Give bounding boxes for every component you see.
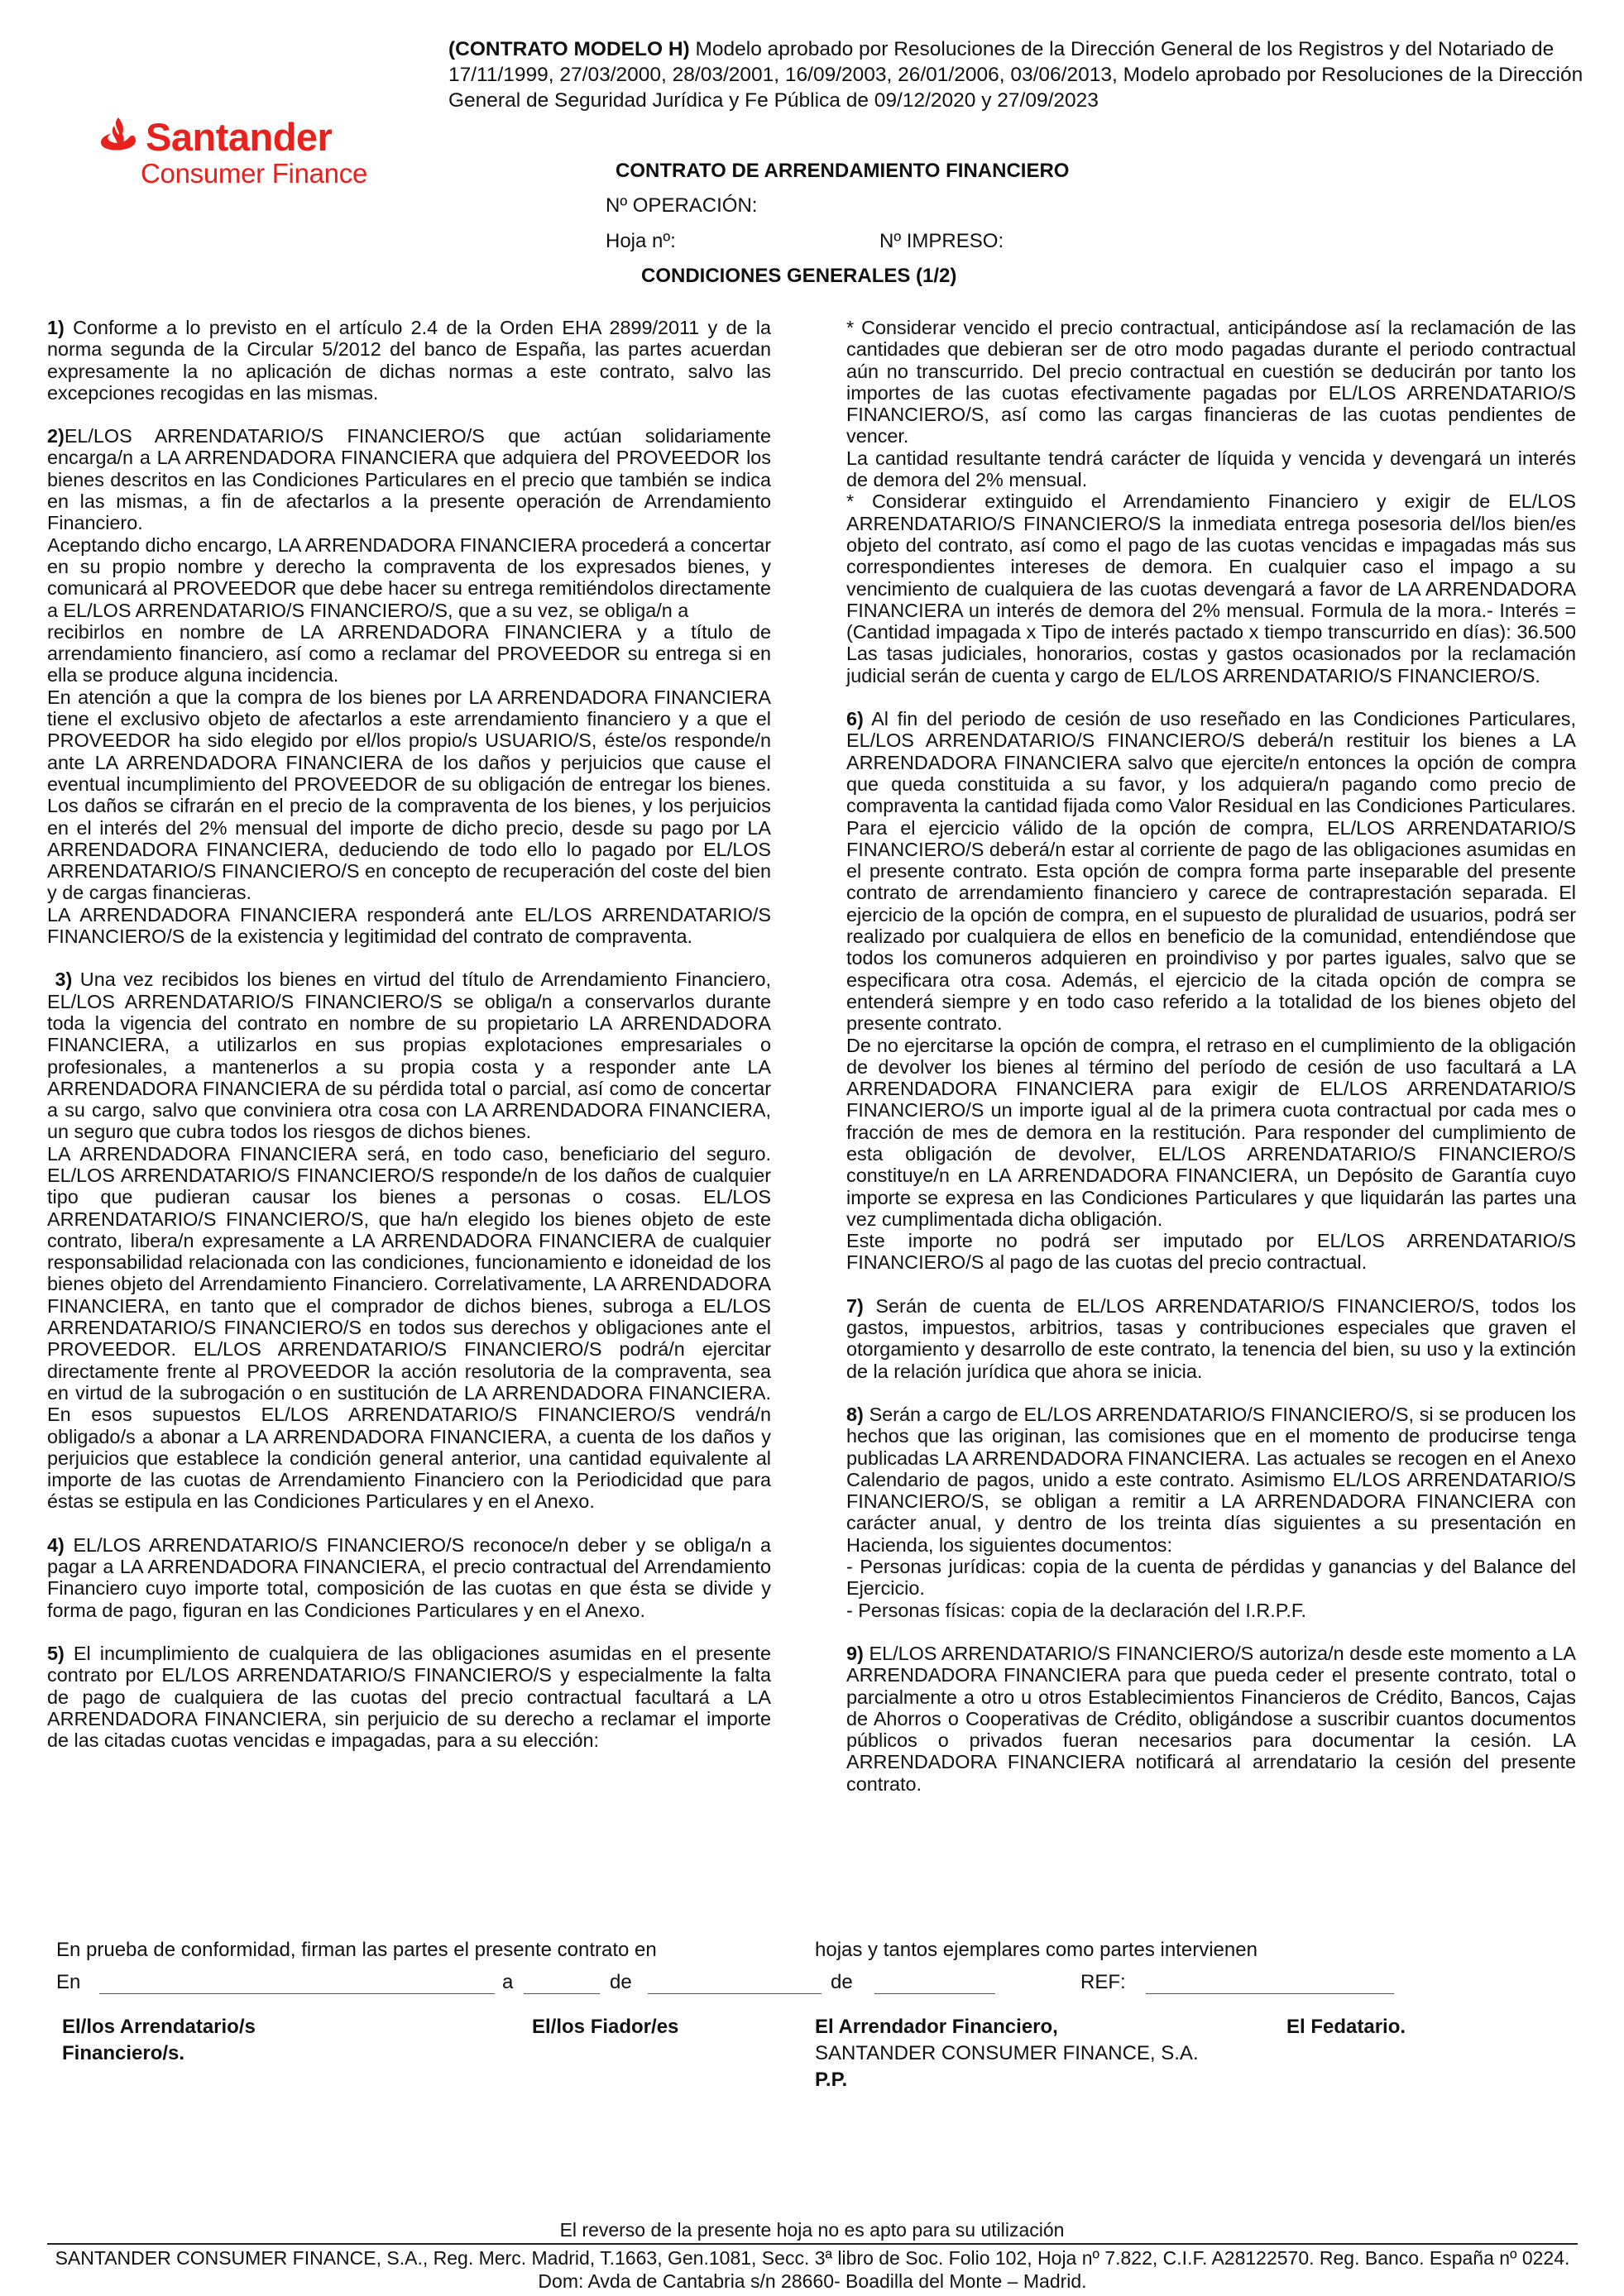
lessor-pp: P.P.: [815, 2069, 848, 2091]
clause-2: [47, 425, 771, 533]
company-registry-footer: SANTANDER CONSUMER FINANCE, S.A., Reg. Merc. Madrid, T.1663, Gen.1081, Secc. 3ª libro de Soc. Folio 102, Hoja nº 7.822, C.I.F. A28122570. Reg. Banco. España nº 0224. Dom: Avda de Cantabria s/n 28660- Boadilla del Monte – Madrid.: [55, 2247, 1570, 2292]
print-number-label: Nº IMPRESO:: [879, 230, 1004, 252]
notary-label: El Fedatario.: [1286, 2016, 1406, 2038]
ref-field[interactable]: [1146, 1993, 1394, 1994]
clause-number: 2): [47, 425, 65, 447]
flame-icon: [98, 116, 139, 159]
signing-intro-right: hojas y tantos ejemplares como partes intervienen: [815, 1939, 1258, 1961]
model-approval-note: [448, 36, 1590, 113]
clause-number: 6): [846, 708, 864, 730]
clause-text: El incumplimiento de cualquiera de las obligaciones asumidas en el presente contrato por EL/LOS ARRENDATARIO/S FINANCIERO/S y especialmente la falta de pago de cualquiera de las cuotas del precio contractual facultará a LA ARRENDADORA FINANCIERA, sin perjuicio de su derecho a reclamar el importe de las citadas cuotas vencidas e impagadas, para a su elección:: [47, 1642, 771, 1752]
lessee-signature-block: [62, 2014, 256, 2067]
notary-signature-block: [1286, 2014, 1406, 2040]
reverse-side-note: El reverso de la presente hoja no es apto para su utilización: [559, 2219, 1065, 2241]
month-label: de: [610, 1971, 632, 1993]
clause-number: 1): [47, 317, 65, 338]
clause-text: Al fin del periodo de cesión de uso reseñado en las Condiciones Particulares, EL/LOS ARRENDATARIO/S FINANCIERO/S deberá/n restituir los bienes a LA ARRENDADORA FINANCIERA salvo que ejercite/n entonces la opción de compra que queda constituida a su favor, y los adquiera/n pagando como precio de compraventa la cantidad fijada como Valor Residual en las Condiciones Particulares. Para el ejercicio válido de la opción de compra, EL/LOS ARRENDATARIO/S FINANCIERO/S deberá/n estar al corriente de pago de las obligaciones asumidas en el presente contrato. Esta opción de compra forma parte inseparable del presente contrato de arrendamiento financiero y carece de contraprestación separada. El ejercicio de la opción de compra, en el supuesto de pluralidad de usuarios, podrá ser realizado por cualquiera de ellos en beneficio de la comunidad, entendiéndose que todos los comuneros adquieren en proindiviso y por partes iguales, salvo que se especificara otra cosa. Además, el ejercicio de la citada opción de compra se entenderá siempre y en todo caso referido a la totalidad de los bienes objeto del presente contrato.: [846, 708, 1576, 1035]
contract-title: CONTRATO DE ARRENDAMIENTO FINANCIERO: [616, 160, 1070, 182]
clause-number: 8): [846, 1403, 864, 1425]
clause-number: 7): [846, 1294, 864, 1317]
guarantor-signature-block: [532, 2014, 678, 2040]
clause-text: Serán de cuenta de EL/LOS ARRENDATARIO/S FINANCIERO/S, todos los gastos, impuestos, arbitrios, tasas y contribuciones especiales que graven el otorgamiento y desarrollo de este contrato, la tenencia del bien, su uso y la extinción de la relación jurídica que ahora se inicia.: [846, 1294, 1576, 1382]
clause-paragraph: - Personas jurídicas: copia de la cuenta de pérdidas y ganancias y del Balance del Ejercicio.: [846, 1556, 1576, 1600]
year-label: de: [831, 1971, 853, 1993]
clause-text: Conforme a lo previsto en el artículo 2.4 de la Orden EHA 2899/2011 y de la norma segunda de la Circular 5/2012 del banco de España, las partes acuerdan expresamente la no aplicación de dichas normas a este contrato, salvo las excepciones recogidas en las mismas.: [47, 317, 771, 404]
clause-number: 3): [55, 969, 73, 991]
clause-paragraph: Aceptando dicho encargo, LA ARRENDADORA FINANCIERA procederá a concertar en su propio nombre y derecho la compraventa de los expresados bienes, y comunicará al PROVEEDOR que debe hacer su entrega remitiéndolos directamente a EL/LOS ARRENDATARIO/S FINANCIERO/S, que a su vez, se obliga/n a: [47, 533, 772, 621]
clause-9: [846, 1643, 1576, 1795]
day-label: a: [502, 1971, 514, 1993]
year-field[interactable]: [874, 1993, 995, 1994]
clause-paragraph: - Personas físicas: copia de la declaración del I.R.P.F.: [846, 1599, 1307, 1621]
clause-paragraph: De no ejercitarse la opción de compra, el retraso en el cumplimiento de la obligación de devolver los bienes al término del período de cesión de uso facultará a LA ARRENDADORA FINANCIERA para exigir de EL/LOS ARRENDATARIO/S FINANCIERO/S un importe igual al de la primera cuota contractual por cada mes o fracción de mes de demora en la restitución. Para responder del cumplimiento de esta obligación de devolver, EL/LOS ARRENDATARIO/S FINANCIERO/S constituye/n en LA ARRENDADORA FINANCIERA, un Depósito de Garantía cuyo importe se expresa en las Condiciones Particulares y que liquidarán las partes una vez cumplimentada dicha obligación.: [846, 1034, 1576, 1230]
clause-paragraph: Este importe no podrá ser imputado por EL/LOS ARRENDATARIO/S FINANCIERO/S al pago de las cuotas del precio contractual.: [846, 1230, 1576, 1274]
clause-text: EL/LOS ARRENDATARIO/S FINANCIERO/S reconoce/n deber y se obliga/n a pagar a LA ARRENDADORA FINANCIERA, el precio contractual del Arrendamiento Financiero cuyo importe total, composición de las cuotas en que ésta se divide y forma de pago, figuran en las Condiciones Particulares y en el Anexo.: [47, 1533, 771, 1621]
lessor-company: SANTANDER CONSUMER FINANCE, S.A.: [815, 2042, 1199, 2064]
day-field[interactable]: [524, 1993, 600, 1994]
clause-paragraph: LA ARRENDADORA FINANCIERA será, en todo caso, beneficiario del seguro. EL/LOS ARRENDATARIO/S FINANCIERO/S responde/n de los daños de cualquier tipo que pudieran causar los bienes a personas o cosas. EL/LOS ARRENDATARIO/S FINANCIERO/S, que ha/n elegido los bienes objeto de este contrato, libera/n expresamente a LA ARRENDADORA FINANCIERA de cualquier responsabilidad relacionada con las condiciones, funcionamiento e idoneidad de los bienes objeto del Arrendamiento Financiero. Correlativamente, LA ARRENDADORA FINANCIERA, en tanto que el comprador de dichos bienes, subroga a EL/LOS ARRENDATARIO/S FINANCIERO/S en todos sus derechos y obligaciones ante el PROVEEDOR. EL/LOS ARRENDATARIO/S FINANCIERO/S podrá/n ejercitar directamente frente al PROVEEDOR la acción resolutoria de la compraventa, sea en virtud de la subrogación o en sustitución de LA ARRENDADORA FINANCIERA. En esos supuestos EL/LOS ARRENDATARIO/S FINANCIERO/S vendrá/n obligado/s a abonar a LA ARRENDADORA FINANCIERA, a cuenta de los daños y perjuicios que establece la condición general anterior, una cantidad equivalente al importe de las cuotas de Arrendamiento Financiero con la Periodicidad que para éstas se estipula en las Condiciones Particulares y en el Anexo.: [47, 1142, 771, 1513]
sheet-number-label: Hoja nº:: [606, 230, 676, 252]
clause-paragraph: En atención a que la compra de los bienes por LA ARRENDADORA FINANCIERA tiene el exclusivo objeto de afectarlos a este arrendamiento financiero y a que el PROVEEDOR ha sido elegido por el/los propio/s USUARIO/S, éste/os responde/n ante LA ARRENDADORA FINANCIERA de los daños y perjuicios que cause el eventual incumplimiento del PROVEEDOR de su obligación de entregar los bienes. Los daños se cifrarán en el precio de la compraventa de los bienes, y los perjuicios en el interés del 2% mensual del importe de dicho precio, desde su pago por LA ARRENDADORA FINANCIERA, deduciendo de todo ello lo pagado por EL/LOS ARRENDATARIO/S FINANCIERO/S en concepto de recuperación del coste del bien y de cargas financieras.: [47, 686, 771, 904]
clause-paragraph: * Considerar vencido el precio contractual, anticipándose así la reclamación de las cantidades que debieran ser de otro modo pagadas durante el periodo contractual aún no transcurrido. Del precio contractual en cuestión se deducirán por tanto los importes de las cuotas efectivamente pagadas por EL/LOS ARRENDATARIO/S FINANCIERO/S, así como las cargas financieras de las cuotas pendientes de vencer.: [846, 317, 1576, 447]
guarantor-label: El/los Fiador/es: [532, 2016, 679, 2038]
clause-paragraph: recibirlos en nombre de LA ARRENDADORA FINANCIERA y a título de arrendamiento financiero, así como a reclamar del PROVEEDOR su entrega si en ella se produce alguna incidencia.: [47, 620, 771, 686]
clause-5: [47, 1643, 771, 1751]
footer-divider: [47, 2243, 1578, 2245]
clause-paragraph: LA ARRENDADORA FINANCIERA responderá ante EL/LOS ARRENDATARIO/S FINANCIERO/S de la existencia y legitimidad del contrato de compraventa.: [47, 903, 771, 948]
clause-paragraph: La cantidad resultante tendrá carácter de líquida y vencida y devengará un interés de demora del 2% mensual.: [846, 447, 1576, 491]
company-logo: [98, 116, 383, 189]
clause-7: [846, 1295, 1576, 1382]
lessor-label: El Arrendador Financiero,: [815, 2016, 1058, 2038]
place-field[interactable]: [99, 1993, 495, 1994]
signing-intro-left: En prueba de conformidad, firman las partes el presente contrato en: [56, 1939, 657, 1961]
clause-paragraph: * Considerar extinguido el Arrendamiento Financiero y exigir de EL/LOS ARRENDATARIO/S FINANCIERO/S la inmediata entrega posesoria del/los bien/es objeto del contrato, así como el pago de las cuotas vencidas e impagadas más sus correspondientes intereses de demora. En cualquier caso el impago a su vencimiento de cualquiera de las cuotas devengará a favor de LA ARRENDADORA FINANCIERA un interés de demora del 2% mensual. Formula de la mora.- Interés = (Cantidad impagada x Tipo de interés pactado x tiempo transcurrido en días): 36.500 Las tasas judiciales, honorarios, costas y gastos ocasionados por la reclamación judicial serán de cuenta y cargo de EL/LOS ARRENDATARIO/S FINANCIERO/S.: [846, 490, 1576, 686]
clause-4: [47, 1534, 771, 1621]
clause-3: [47, 969, 771, 1142]
clause-text: EL/LOS ARRENDATARIO/S FINANCIERO/S autoriza/n desde este momento a LA ARRENDADORA FINANCIERA para que pueda ceder el presente contrato, total o parcialmente a otro u otros Establecimientos Financieros de Crédito, Bancos, Cajas de Ahorros o Cooperativas de Crédito, obligándose a suscribir cuantos documentos públicos o privados fueran necesarios para documentar la cesión. LA ARRENDADORA FINANCIERA notificará al arrendatario la cesión del presente contrato.: [846, 1642, 1576, 1795]
clause-6: [846, 708, 1576, 1034]
lessee-label-2: Financiero/s.: [62, 2042, 185, 2064]
clause-number: 9): [846, 1642, 864, 1664]
model-label: (CONTRATO MODELO H): [448, 38, 690, 60]
clause-number: 4): [47, 1533, 65, 1556]
model-approval-text: Modelo aprobado por Resoluciones de la Dirección General de los Registros y del Notariado de 17/11/1999, 27/03/2000, 28/03/2001, 16/09/2003, 26/01/2006, 03/06/2013, Modelo aprobado por Resoluciones de la Dirección General de Seguridad Jurídica y Fe Pública de 09/12/2020 y 27/09/2023: [448, 38, 1583, 112]
conditions-left-column: [47, 317, 771, 1751]
lessor-signature-block: [815, 2014, 1199, 2093]
clause-number: 5): [47, 1642, 65, 1664]
conditions-right-column: [846, 317, 1576, 1795]
conditions-title: CONDICIONES GENERALES (1/2): [641, 265, 957, 287]
lessee-label: El/los Arrendatario/s: [62, 2016, 256, 2038]
clause-text: EL/LOS ARRENDATARIO/S FINANCIERO/S que actúan solidariamente encarga/n a LA ARRENDADORA FINANCIERA que adquiera del PROVEEDOR los bienes descritos en las Condiciones Particulares en el precio que también se indica en las mismas, a fin de afectarlos a la presente operación de Arrendamiento Financiero.: [47, 425, 771, 534]
logo-brand: Santander: [146, 115, 333, 159]
place-label: En: [56, 1971, 81, 1993]
month-field[interactable]: [648, 1993, 822, 1994]
clause-text: Serán a cargo de EL/LOS ARRENDATARIO/S FINANCIERO/S, si se producen los hechos que las originan, las comisiones que en el momento de producirse tenga publicadas LA ARRENDADORA FINANCIERA. Las actuales se recogen en el Anexo Calendario de pagos, unido a este contrato. Asimismo EL/LOS ARRENDATARIO/S FINANCIERO/S, se obligan a remitir a LA ARRENDADORA FINANCIERA con carácter anual, y dentro de los treinta días siguientes a su presentación en Hacienda, los siguientes documentos:: [846, 1403, 1576, 1556]
clause-text: Una vez recibidos los bienes en virtud del título de Arrendamiento Financiero, EL/LOS ARRENDATARIO/S FINANCIERO/S se obliga/n a conservarlos durante toda la vigencia del contrato en nombre de su propietario LA ARRENDADORA FINANCIERA, a utilizarlos en sus propias explotaciones empresariales o profesionales, a mantenerlos a su propia costa y a responder ante LA ARRENDADORA FINANCIERA de su pérdida total o parcial, así como de concertar a su cargo, salvo que conviniera otra cosa con LA ARRENDADORA FINANCIERA, un seguro que cubra todos los riesgos de dichos bienes.: [47, 969, 771, 1143]
ref-label: REF:: [1080, 1971, 1126, 1993]
clause-8: [846, 1404, 1576, 1556]
operation-number-label: Nº OPERACIÓN:: [606, 194, 758, 217]
clause-1: [47, 317, 771, 404]
logo-subtitle: Consumer Finance: [141, 158, 367, 189]
